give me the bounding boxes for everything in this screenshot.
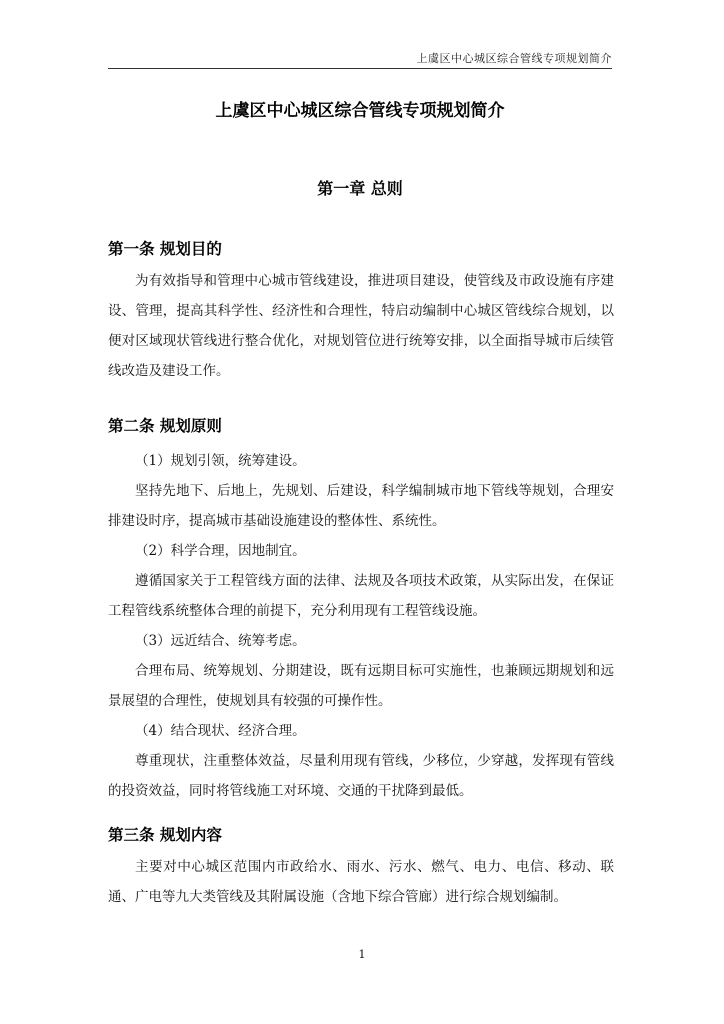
article-3-paragraph: 主要对中心城区范围内市政给水、雨水、污水、燃气、电力、电信、移动、联通、广电等九大类管线及其附属设施（含地下综合管廊）进行综合规划编制。 [108, 859, 614, 905]
chapter-title: 第一章 总则 [317, 179, 403, 198]
principle-4-title: （4）结合现状、经济合理。 [135, 723, 306, 739]
article-1-paragraph: 为有效指导和管理中心城市管线建设，推进项目建设，使管线及市政设施有序建设、管理，提高其科学性、经济性和合理性，特启动编制中心城区管线综合规划，以便对区域现状管线进行整合优化，对规划管位进行统筹安排，以全面指导城市后续管线改造及建设工作。 [108, 273, 614, 379]
principle-3-text: 合理布局、统筹规划、分期建设，既有远期目标可实施性，也兼顾远期规划和远景展望的合理性，使规划具有较强的可操作性。 [108, 663, 614, 709]
principle-1-text: 坚持先地下、后地上，先规划、后建设，科学编制城市地下管线等规划，合理安排建设时序，提高城市基础设施建设的整体性、系统性。 [108, 483, 614, 529]
running-header: 上虞区中心城区综合管线专项规划简介 [416, 52, 612, 65]
principle-4-text: 尊重现状，注重整体效益，尽量利用现有管线，少移位，少穿越，发挥现有管线的投资效益，同时将管线施工对环境、交通的干扰降到最低。 [108, 753, 614, 799]
principle-2-title: （2）科学合理，因地制宜。 [135, 543, 306, 559]
article-3-heading: 第三条 规划内容 [108, 826, 222, 844]
principle-1-title: （1）规划引领，统筹建设。 [135, 453, 306, 469]
article-1-heading: 第一条 规划目的 [108, 240, 222, 258]
article-2-heading: 第二条 规划原则 [108, 417, 222, 435]
header-rule [108, 68, 612, 69]
principle-2-text: 遵循国家关于工程管线方面的法律、法规及各项技术政策，从实际出发，在保证工程管线系统整体合理的前提下，充分利用现有工程管线设施。 [108, 573, 614, 619]
page-number: 1 [358, 948, 366, 961]
principle-3-title: （3）远近结合、统筹考虑。 [135, 633, 306, 649]
document-title: 上虞区中心城区综合管线专项规划简介 [215, 101, 505, 121]
